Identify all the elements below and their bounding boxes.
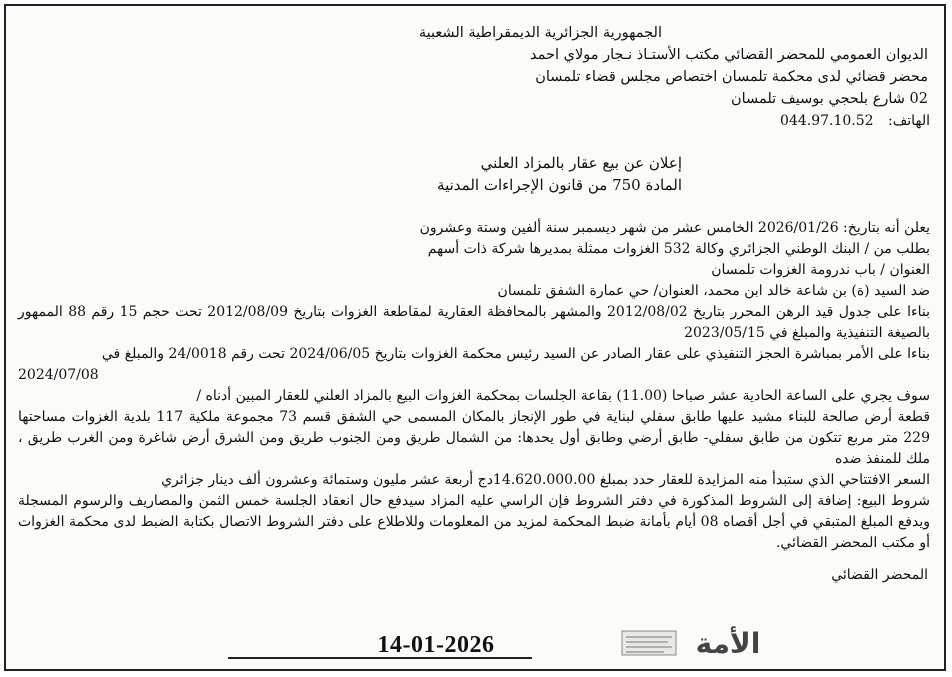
header-block <box>18 22 930 132</box>
bailiff-signature: المحضر القضائي <box>831 567 928 583</box>
notice-frame <box>4 4 946 671</box>
address-line: 02 شارع بلحجي بوسيف تلمسان <box>730 91 928 107</box>
logo-wordmark: الأمة <box>695 627 761 660</box>
defendant-line: ضد السيد (ة) بن شاعة خالد ابن محمد، العنوان/ حي عمارة الشفق تلمسان <box>497 283 930 299</box>
seizure-order-paragraph: بناءا على الأمر بمباشرة الحجز التنفيذي على عقار الصادر عن السيد رئيس محكمة الغزوات بتاريخ 2024/06/05 تحت رقم 24/0018 والمبلغ في <box>101 346 930 362</box>
requester-line: بطلب من / البنك الوطني الجزائري وكالة 532 الغزوات ممثلة بمديرها شركة ذات أسهم <box>427 241 930 257</box>
notice-body <box>18 218 930 554</box>
mortgage-paragraph: بناءا على جدول قيد الرهن المحرر بتاريخ 2012/08/02 والمشهر بالمحافظة العقارية لمقاطعة الغزوات بتاريخ 2012/08/09 تحت حجم 15 رقم 88 الممهور بالصيغة التنفيذية والمبلغ في 2023/05/15 <box>18 304 930 341</box>
announcement-block <box>18 152 930 196</box>
notice-document <box>18 22 930 586</box>
announcement-article: المادة 750 من قانون الإجراءات المدنية <box>437 176 682 194</box>
publication-date: 14-01-2026 <box>377 632 495 658</box>
requester-address-line: العنوان / باب ندرومة الغزوات تلمسان <box>711 262 930 278</box>
footer <box>6 619 944 663</box>
seizure-order-date: 2024/07/08 <box>18 367 99 383</box>
newspaper-logo <box>620 623 770 661</box>
opening-price-line: السعر الافتتاحي الذي ستبدأ منه المزايدة للعقار حدد بمبلغ 14.620.000.00دج أربعة عشر مليون وستمائة وعشرون ألف دينار جزائري <box>161 472 930 488</box>
sale-conditions: شروط البيع: إضافة إلى الشروط المذكورة في دفتر الشروط فإن الراسي عليه المزاد سيدفع حال انعقاد الجلسة خمس الثمن والمصاريف والرسوم المسجلة ويدفع المبلغ المتبقي في أجل أقصاه 08 أيام بأمانة ضبط المحكمة لمزيد من المعلومات وللاطلاع على دفتر الشروط الاتصال بكتابة الضبط لدى محكمة الغزوات أو مكتب المحضر القضائي. <box>18 493 930 551</box>
republic-title: الجمهورية الجزائرية الديمقراطية الشعبية <box>418 25 662 41</box>
notice-date-line: يعلن أنه بتاريخ: 2026/01/26 الخامس عشر من شهر ديسمبر سنة ألفين وستة وعشرون <box>419 220 930 236</box>
office-name: الديوان العمومي للمحضر القضائي مكتب الأستـاذ نـجار مولاي احمد <box>530 47 928 63</box>
phone-label: الهاتف: <box>888 113 930 129</box>
jurisdiction-line: محضر قضائي لدى محكمة تلمسان اختصاص مجلس قضاء تلمسان <box>535 69 928 85</box>
property-description: قطعة أرض صالحة للبناء مشيد عليها طابق سفلي لبناية في طور الإنجاز بالمكان المسمى حي الشفق قسم 73 مجموعة ملكية 117 بلدية الغزوات مساحتها 229 متر مربع تتكون من طابق سفلي- طابق أرضي وطابق أول يحدها: من الشمال طريق ومن الجنوب طريق ومن الشرق أرض شاغرة ومن الغرب طريق ، ملك للمنفذ ضده <box>18 409 931 467</box>
phone-row <box>18 110 930 132</box>
auction-time-line: سوف يجري على الساعة الحادية عشر صباحا (11.00) بقاعة الجلسات بمحكمة الغزوات البيع بالمزاد العلني للعقار المبين أدناه / <box>196 388 930 404</box>
announcement-title: إعلان عن بيع عقار بالمزاد العلني <box>480 154 682 172</box>
phone-number: 044.97.10.52 <box>780 113 874 129</box>
